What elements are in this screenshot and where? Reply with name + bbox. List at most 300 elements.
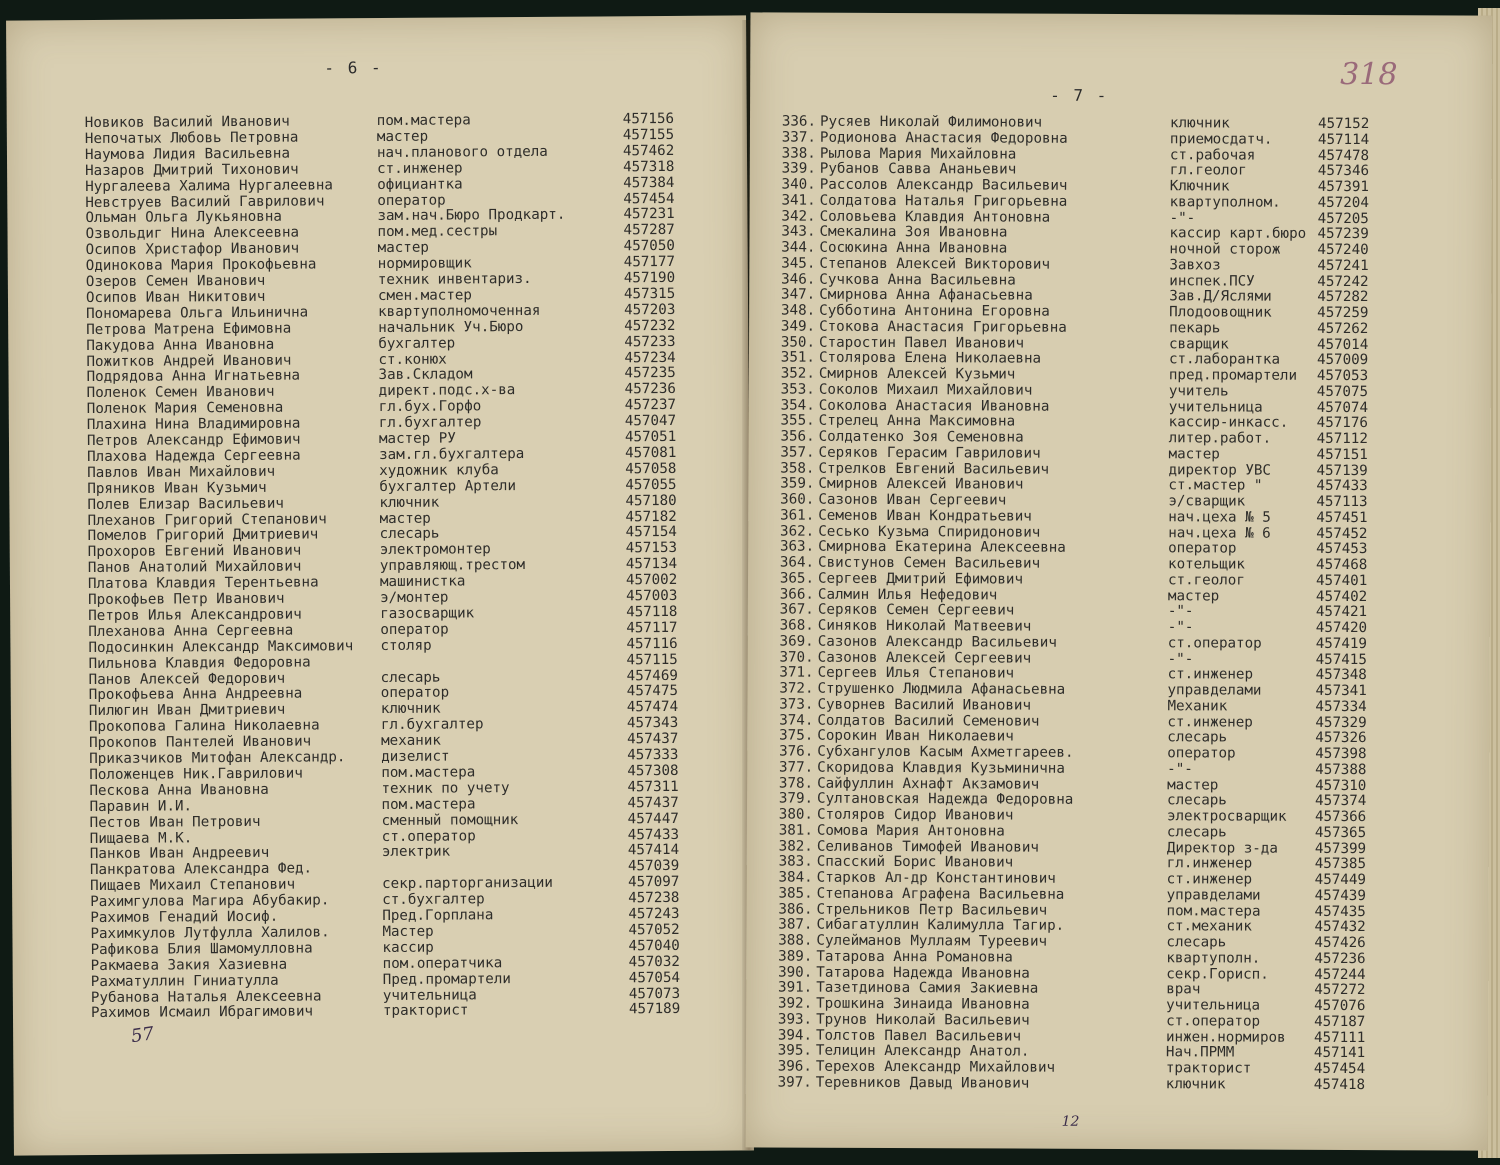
record-code: 457243 [628,905,680,923]
record-code: 457234 [624,349,676,366]
record-code: 457402 [1315,588,1368,605]
person-position: учительница [1166,997,1261,1014]
row-index: 380. [778,806,814,823]
record-code: 457239 [1317,226,1369,243]
person-name: Рахимов Исмаил Ибрагимович [90,1003,314,1022]
record-code: 457391 [1317,178,1370,196]
person-name: Плахина Нина Владимировна [86,415,301,434]
person-name: Положенцев Ник.Гаврилович [89,765,303,783]
person-name: Свистунов Семен Васильевич [818,554,1041,572]
person-name: Соловьева Клавдия Антоновна [819,208,1051,226]
record-code: 457113 [1316,493,1368,511]
record-code: 457259 [1317,304,1369,322]
person-position: ст.инженер [377,160,463,177]
record-code: 457475 [626,683,679,700]
person-position: механик [381,732,441,750]
person-position: пекарь [1169,319,1221,337]
person-position: Зав.Складом [378,366,473,384]
record-code: 457053 [1316,367,1369,385]
person-name: Татарова Анна Романовна [816,948,1013,966]
person-name: Старостин Павел Иванович [819,334,1025,352]
row-index: 373. [779,696,814,713]
person-position: пред.промартели [1168,367,1298,384]
record-code: 457002 [625,572,678,589]
record-code: 457469 [626,667,678,684]
person-name: Пожитков Андрей Иванович [86,352,292,370]
person-name: Стрелков Евгений Васильевич [818,460,1050,478]
person-position: гл.бухгалтер [378,414,482,432]
person-name: Солдатов Василий Семенович [817,712,1040,730]
person-name: Озеров Семен Иванович [85,272,266,291]
person-position: пом.оператчика [382,954,503,972]
person-position: кассир-инкасс. [1168,414,1289,431]
record-code: 457401 [1315,572,1368,589]
person-name: Пищаев Михаил Степанович [90,876,296,895]
archive-sheet-number: 318 [1340,56,1398,93]
person-name: Рафикова Блия Шамомулловна [90,940,313,958]
record-code: 457154 [625,524,677,541]
person-name: Назаров Дмитрий Тихонович [85,161,299,179]
person-name: Подосинкин Александр Максимович [88,637,354,656]
record-code: 457177 [623,254,676,271]
record-code: 457114 [1317,131,1370,148]
person-position: ст.оператор [1167,634,1262,652]
person-position: секр.Горисп. [1166,965,1269,983]
person-position: -"- [1167,650,1194,667]
record-code: 457329 [1315,714,1367,731]
record-code: 457116 [626,635,678,652]
person-position: газосварщик [380,605,475,622]
person-name: Теревников Давыд Иванович [815,1074,1030,1092]
row-index: 370. [779,649,814,666]
person-name: Столярова Елена Николаевна [818,349,1042,367]
row-index: 340. [781,176,816,193]
row-index: 397. [777,1074,812,1091]
person-name: Пищаева М.К. [89,829,193,847]
person-name: Прохоров Евгений Иванович [87,542,302,561]
record-code: 457447 [627,810,679,827]
row-index: 343. [781,223,816,240]
record-code: 457003 [626,587,678,605]
person-position: -"- [1167,760,1193,778]
record-code: 457346 [1317,163,1370,180]
record-code: 457155 [622,126,675,144]
person-position: электросварщик [1166,808,1287,825]
person-name: Ракмаева Закия Хазиевна [90,956,288,974]
record-code: 457238 [628,890,680,907]
person-position: директ.подс.х-ва [378,382,516,400]
row-index: 372. [779,680,814,697]
person-position: ст.лаборантка [1168,351,1281,368]
person-position: ночной сторож [1169,241,1281,258]
record-code: 457310 [1315,777,1367,794]
record-code: 457203 [624,301,676,319]
row-index: 354. [780,397,815,414]
record-code: 457385 [1314,856,1367,873]
person-position: смен.мастер [377,287,473,304]
row-index: 379. [778,790,814,807]
person-name: Новиков Василий Иванович [84,113,290,132]
record-code: 457453 [1316,541,1368,558]
person-position: литер.работ. [1168,430,1272,447]
record-code: 457236 [1314,950,1366,967]
person-name: Наумова Лидия Васильевна [84,145,291,163]
person-position: управделами [1167,682,1262,699]
person-name: Осипов Христафор Иванович [85,240,300,259]
person-position: мастер [377,239,429,257]
record-code: 457478 [1317,147,1370,164]
record-code: 457437 [627,731,679,748]
record-code: 457014 [1317,336,1369,353]
record-code: 457454 [1313,1060,1366,1078]
person-position: учительница [382,986,477,1004]
register-row [91,1002,731,1022]
row-index: 390. [778,964,813,981]
record-code: 457398 [1315,745,1367,763]
person-position: ст.мастер " [1168,477,1263,494]
row-index: 346. [781,271,816,288]
person-position: бухгалтер Артели [379,477,517,495]
person-name: Субботина Антонина Егоровна [819,302,1050,320]
person-name: Сибагатуллин Калимулла Тагир. [816,916,1065,935]
person-name: Паравин И.И. [89,798,193,815]
person-name: Смекалина Зоя Ивановна [819,223,1008,241]
row-index: 387. [778,916,813,933]
person-name: Терехов Александр Михайлович [815,1058,1056,1076]
register-row [766,1075,1456,1094]
row-index: 349. [780,318,816,335]
person-position: мастер [1167,587,1220,604]
record-code: 457426 [1314,934,1366,952]
person-position: официантка [377,176,463,193]
person-position: бухгалтер [378,335,456,352]
row-index: 366. [779,586,814,603]
person-position: гл.бухгалтер [380,716,484,734]
person-position: мастер [1168,445,1220,463]
person-name: Солдатова Наталья Григорьевна [819,192,1068,210]
record-code: 457244 [1314,966,1366,983]
person-name: Трошкина Зинаида Ивановна [816,995,1030,1013]
record-code: 457318 [623,158,675,175]
person-position: кассир карт.бюро [1169,225,1307,243]
person-name: Рахимкулов Лутфулла Халилов. [90,924,330,942]
record-code: 457111 [1313,1029,1366,1046]
person-name: Селиванов Тимофей Иванович [816,838,1039,856]
row-index: 360. [780,491,815,508]
person-position: Зав.Д/Яслями [1169,288,1272,305]
person-position: секр.парторганизации [382,874,553,893]
row-index: 369. [779,633,814,650]
record-code: 457134 [625,556,678,573]
record-code: 457437 [627,794,679,811]
record-code: 457054 [628,969,681,986]
record-code: 457399 [1314,840,1367,857]
row-index: 396. [777,1058,812,1075]
person-position: зам.нач.Бюро Продкарт. [377,207,566,225]
person-name: Толстов Павел Васильевич [815,1027,1022,1045]
person-position: директор УВС [1168,461,1272,479]
row-index: 391. [778,979,813,996]
record-code: 457235 [624,365,676,382]
person-position: ключник [1165,1075,1226,1093]
person-name: Озвольдиг Нина Алексеевна [85,224,300,243]
person-position: тракторист [1165,1060,1252,1077]
record-code: 457187 [1314,1013,1366,1030]
record-code: 457237 [624,397,677,414]
person-name: Сосюкина Анна Ивановна [819,239,1008,257]
person-position: нач.планового отдела [376,143,548,161]
row-index: 363. [779,538,815,555]
person-position: учитель [1168,382,1229,400]
row-index: 394. [777,1027,813,1044]
record-code: 457451 [1316,509,1368,526]
record-code: 457242 [1317,273,1369,290]
person-name: Поленок Мария Семеновна [86,399,284,418]
record-code: 457311 [627,778,679,796]
person-name: Пескова Анна Ивановна [89,781,269,799]
person-name: Сорокин Иван Николаевич [817,727,1014,745]
person-name: Нургалеева Халима Нургалеевна [85,176,333,195]
person-name: Трунов Николай Васильевич [816,1011,1030,1029]
person-position: ст.инженер [1167,713,1253,731]
person-position: Пред.промартели [382,970,511,988]
record-code: 457205 [1317,210,1369,227]
person-name: Павлов Иван Михайлович [87,463,276,481]
person-name: Помелов Григорий Дмитриевич [87,526,319,545]
person-position: Пред.Горплана [382,907,494,924]
person-position: слесарь [1167,729,1228,746]
person-name: Сучкова Анна Васильевна [819,271,1016,289]
record-code: 457047 [624,413,677,430]
person-position: мастер [376,128,429,145]
person-position: оператор [377,192,446,209]
row-index: 386. [778,901,813,918]
row-index: 375. [779,727,814,744]
person-position: мастер [1167,776,1219,793]
record-code: 457315 [623,285,676,303]
person-name: Одинокова Мария Прокофьевна [85,256,317,275]
person-name: Подрядова Анна Игнатьевна [86,367,301,386]
person-name: Рахматуллин Гиниатулла [90,972,279,990]
person-position: пом.мастера [376,112,471,130]
person-name: Старков Ал-др Константинович [816,869,1056,887]
person-name: Прокопова Галина Николаевна [88,717,320,736]
person-name: Серяков Семен Сергеевич [817,601,1015,619]
record-code: 457156 [622,110,675,128]
person-position: гл.геолог [1169,162,1247,179]
person-position: электрик [381,843,451,861]
row-index: 345. [781,255,816,272]
record-code: 457414 [627,842,680,859]
person-position: инспек.ПСУ [1169,272,1255,290]
record-code: 457439 [1314,887,1366,904]
row-index: 388. [778,932,813,949]
row-index: 365. [779,570,815,587]
person-name: Поленок Семен Иванович [86,384,275,402]
record-code: 457055 [625,476,677,493]
person-name: Панов Алексей Федорович [88,670,286,688]
person-name: Осипов Иван Никитович [85,288,266,306]
person-position: оператор [1167,745,1236,762]
record-code: 457151 [1316,446,1368,463]
row-index: 377. [778,759,814,776]
person-name: Семенов Иван Кондратьевич [818,507,1032,525]
record-code: 457334 [1315,698,1367,715]
record-code: 457366 [1314,808,1367,826]
person-position: пом.мастера [1166,902,1261,920]
record-code: 457097 [628,874,680,891]
person-position: ключник [380,700,441,718]
person-name: Субхангулов Касым Ахметгареев. [817,743,1074,761]
person-name: Стрельников Петр Васильевич [816,901,1048,919]
person-name: Невструев Василий Гаврилович [85,192,325,211]
person-position: оператор [380,621,449,638]
person-name: Степанова Аграфена Васильевна [816,885,1065,903]
person-name: Пильнова Клавдия Федоровна [88,654,311,672]
record-code: 457272 [1314,982,1366,999]
record-code: 457139 [1316,462,1368,479]
right-page-number: - 7 - [1050,85,1109,105]
person-name: Панов Анатолий Михайлович [87,558,302,577]
row-index: 395. [777,1042,812,1059]
row-index: 341. [781,192,816,209]
row-index: 392. [777,995,813,1012]
row-index: 347. [781,286,816,303]
person-position: нач.цеха № 6 [1168,524,1271,542]
row-index: 374. [779,712,814,729]
row-index: 357. [780,444,815,461]
record-code: 457152 [1317,115,1370,133]
person-position: -"- [1167,619,1194,636]
person-position: -"- [1169,209,1196,226]
row-index: 384. [778,869,813,886]
record-code: 457141 [1313,1045,1366,1062]
person-position: нач.цеха № 5 [1168,508,1271,526]
record-code: 457052 [628,921,680,939]
record-code: 457009 [1316,352,1369,369]
record-code: 457112 [1316,430,1368,448]
person-position: ключник [379,494,440,511]
record-code: 457115 [626,651,678,668]
row-index: 382. [778,838,813,855]
row-index: 348. [780,302,816,319]
row-index: 364. [779,554,815,571]
person-position: управделами [1166,886,1261,904]
person-position: квартуполномоченная [378,302,541,320]
person-position: оператор [380,684,450,702]
person-name: Плеханов Григорий Степанович [87,510,327,529]
person-position: зам.гл.бухгалтера [379,445,525,463]
person-position: ст.геолог [1167,571,1245,589]
row-index: 362. [780,523,815,540]
person-name: Рассолов Александр Васильевич [819,176,1068,194]
record-code: 457333 [627,746,679,764]
person-position: котельщик [1168,556,1245,573]
row-index: 351. [780,349,816,366]
person-name: Рахимов Генадий Иосиф. [90,908,279,927]
person-position: Мастер [382,923,434,940]
record-code: 457454 [623,190,675,207]
row-index: 339. [781,160,816,177]
row-index: 383. [778,853,813,870]
row-index: 338. [781,145,816,162]
record-code: 457421 [1315,604,1368,621]
person-name: Салмин Илья Нефедович [817,586,998,603]
record-code: 457449 [1314,871,1366,889]
person-name: Пестов Иван Петрович [89,813,261,831]
person-position: э/сварщик [1168,493,1246,510]
right-handwritten-note: 12 [1061,1113,1080,1130]
person-position: Завхоз [1169,256,1221,274]
person-name: Рубанова Наталья Алексеевна [90,987,322,1006]
person-position: ст.оператор [381,827,476,845]
person-name: Сергеев Дмитрий Ефимович [817,570,1024,588]
row-index: 389. [778,948,813,965]
person-position: гл.инженер [1166,855,1253,872]
person-position: дизелист [381,748,450,765]
record-code: 457308 [627,762,679,780]
person-position: электромонтер [379,541,491,559]
person-position: пом.мастера [381,764,476,781]
person-name: Скоридова Клавдия Кузьминична [817,759,1065,777]
record-code: 457282 [1317,289,1369,306]
person-position: техник по учету [381,779,510,797]
person-position: слесарь [380,669,441,686]
row-index: 381. [778,822,813,839]
person-position: столяр [380,637,432,654]
person-position: учительница [1168,398,1263,416]
person-position: Плодоовощник [1169,304,1272,321]
record-code: 457326 [1315,730,1367,747]
person-name: Спасский Борис Иванович [816,853,1014,871]
left-page [6,15,754,1155]
person-position: сменный помощник [381,811,519,829]
person-name: Панкратова Александра Фед. [89,860,313,879]
person-position: тракторист [382,1002,469,1020]
record-code: 457384 [623,174,675,191]
record-code: 457051 [624,428,677,446]
person-position: инжен.нормиров [1165,1028,1286,1046]
person-name: Телицин Александр Анатол. [815,1042,1030,1060]
person-position: начальник Уч.Бюро [378,318,524,336]
person-name: Соколова Анастасия Ивановна [818,397,1050,415]
person-name: Сесько Кузьма Спиридонович [818,523,1041,541]
person-name: Султановская Надежда Федоровна [817,790,1074,809]
record-code: 457435 [1314,903,1366,920]
person-position: сварщик [1169,335,1229,352]
record-code: 457287 [623,222,675,239]
person-name: Петрова Матрена Ефимовна [86,320,292,338]
record-code: 457182 [625,508,677,525]
record-code: 457415 [1315,651,1367,668]
person-position: пом.мастера [381,796,476,813]
person-position: слесарь [1166,934,1227,951]
row-index: 376. [779,743,814,760]
person-name: Непочатых Любовь Петровна [84,129,299,147]
person-name: Сазонов Алексей Сергеевич [817,649,1032,667]
row-index: 355. [780,412,815,429]
person-name: Серяков Герасим Гаврилович [818,444,1041,462]
person-name: Степанов Алексей Викторович [819,255,1051,273]
record-code: 457388 [1315,761,1367,778]
person-position: ст.оператор [1166,1012,1261,1030]
person-name: Прокопов Пантелей Иванович [89,733,312,752]
person-name: Столяров Сидор Иванович [816,806,1014,824]
record-code: 457039 [627,858,680,875]
person-position: ст.инженер [1167,666,1254,683]
person-position: врач [1166,981,1201,998]
person-position: приемосдатч. [1169,130,1273,148]
